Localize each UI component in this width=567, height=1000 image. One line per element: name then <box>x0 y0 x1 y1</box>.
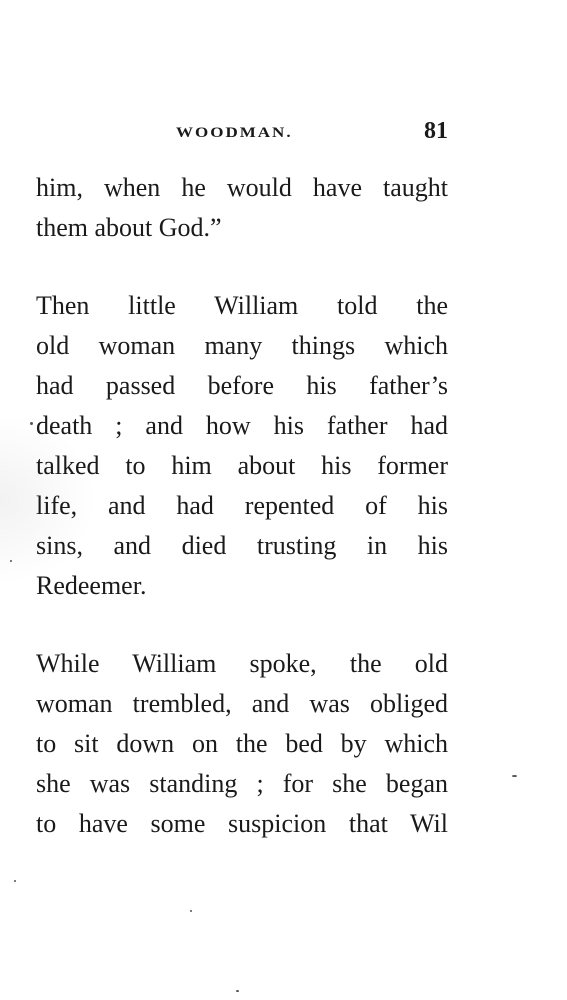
text-line: him, when he would have taught <box>36 173 448 202</box>
page-number: 81 <box>424 118 448 144</box>
text-line: had passed before his father’s <box>36 371 448 400</box>
print-speck <box>14 880 16 882</box>
print-speck <box>190 910 192 912</box>
text-line: them about God.” <box>36 213 222 242</box>
paragraph-gap <box>36 248 448 286</box>
running-head <box>36 118 448 148</box>
text-line: Then little William told the <box>36 291 448 320</box>
text-line: While William spoke, the old <box>36 649 448 678</box>
body-text <box>36 168 448 844</box>
text-line: talked to him about his former <box>36 451 448 480</box>
print-speck <box>512 775 517 777</box>
paragraph-3 <box>36 644 448 844</box>
paragraph-gap <box>36 606 448 644</box>
paragraph-1 <box>36 168 448 248</box>
running-title: WOODMAN. <box>176 124 293 141</box>
text-line: sins, and died trusting in his <box>36 531 448 560</box>
print-speck <box>10 560 12 562</box>
text-line: life, and had repented of his <box>36 491 448 520</box>
text-line: death ; and how his father had <box>36 411 448 440</box>
paragraph-2 <box>36 286 448 606</box>
print-speck <box>236 990 239 992</box>
text-line: to sit down on the bed by which <box>36 729 448 758</box>
print-speck <box>30 422 33 425</box>
text-line: old woman many things which <box>36 331 448 360</box>
text-line: woman trembled, and was obliged <box>36 689 448 718</box>
text-line: Redeemer. <box>36 571 147 600</box>
text-line: to have some suspicion that Wil <box>36 809 448 838</box>
text-line: she was standing ; for she began <box>36 769 448 798</box>
